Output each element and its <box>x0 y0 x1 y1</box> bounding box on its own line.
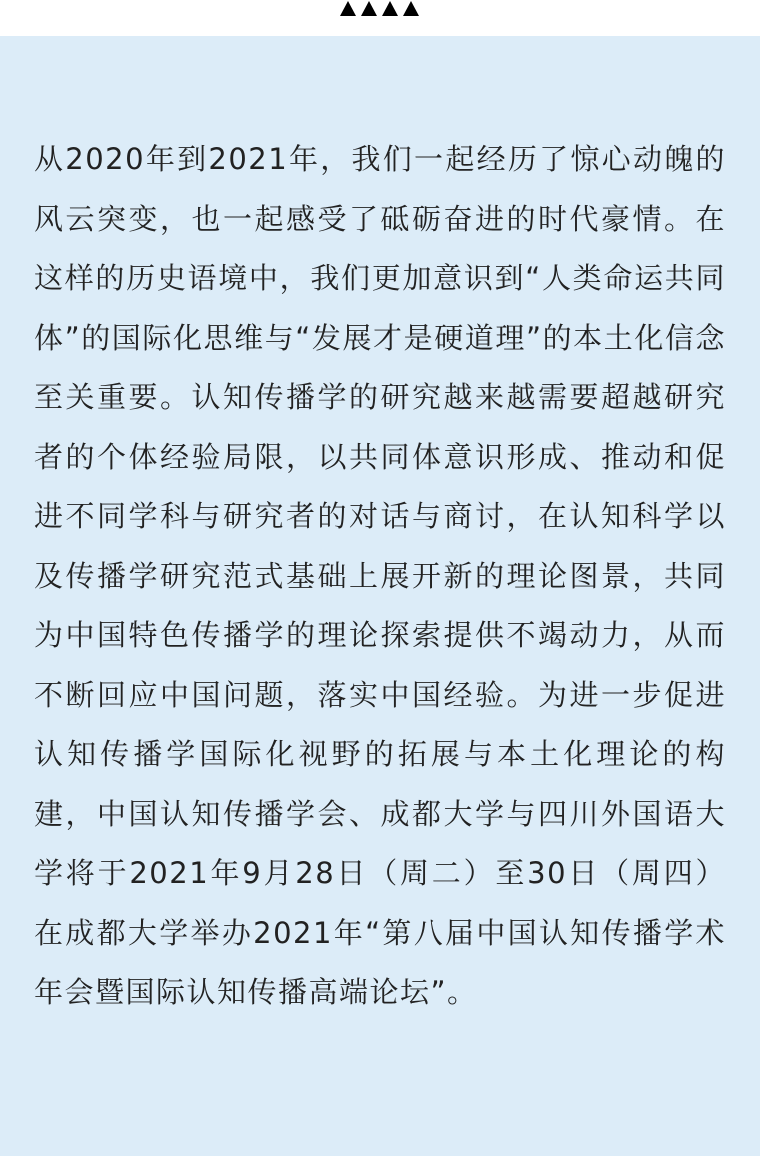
triangle-icon <box>382 1 398 16</box>
article-paragraph: 从2020年到2021年，我们一起经历了惊心动魄的风云突变，也一起感受了砥砺奋进的时代豪情。在这样的历史语境中，我们更加意识到“人类命运共同体”的国际化思维与“发展才是硬道理”的本土化信念至关重要。认知传播学的研究越来越需要超越研究者的个体经验局限，以共同体意识形成、推动和促进不同学科与研究者的对话与商讨，在认知科学以及传播学研究范式基础上展开新的理论图景，共同为中国特色传播学的理论探索提供不竭动力，从而不断回应中国问题，落实中国经验。为进一步促进认知传播学国际化视野的拓展与本土化理论的构建，中国认知传播学会、成都大学与四川外国语大学将于2021年9月28日（周二）至30日（周四）在成都大学举办2021年“第八届中国认知传播学术年会暨国际认知传播高端论坛”。 <box>34 142 726 1009</box>
triangle-icon <box>340 1 356 16</box>
triangle-icon <box>403 1 419 16</box>
triangle-decoration-icon <box>340 1 419 17</box>
header-strip <box>0 0 760 36</box>
triangle-icon <box>361 1 377 16</box>
